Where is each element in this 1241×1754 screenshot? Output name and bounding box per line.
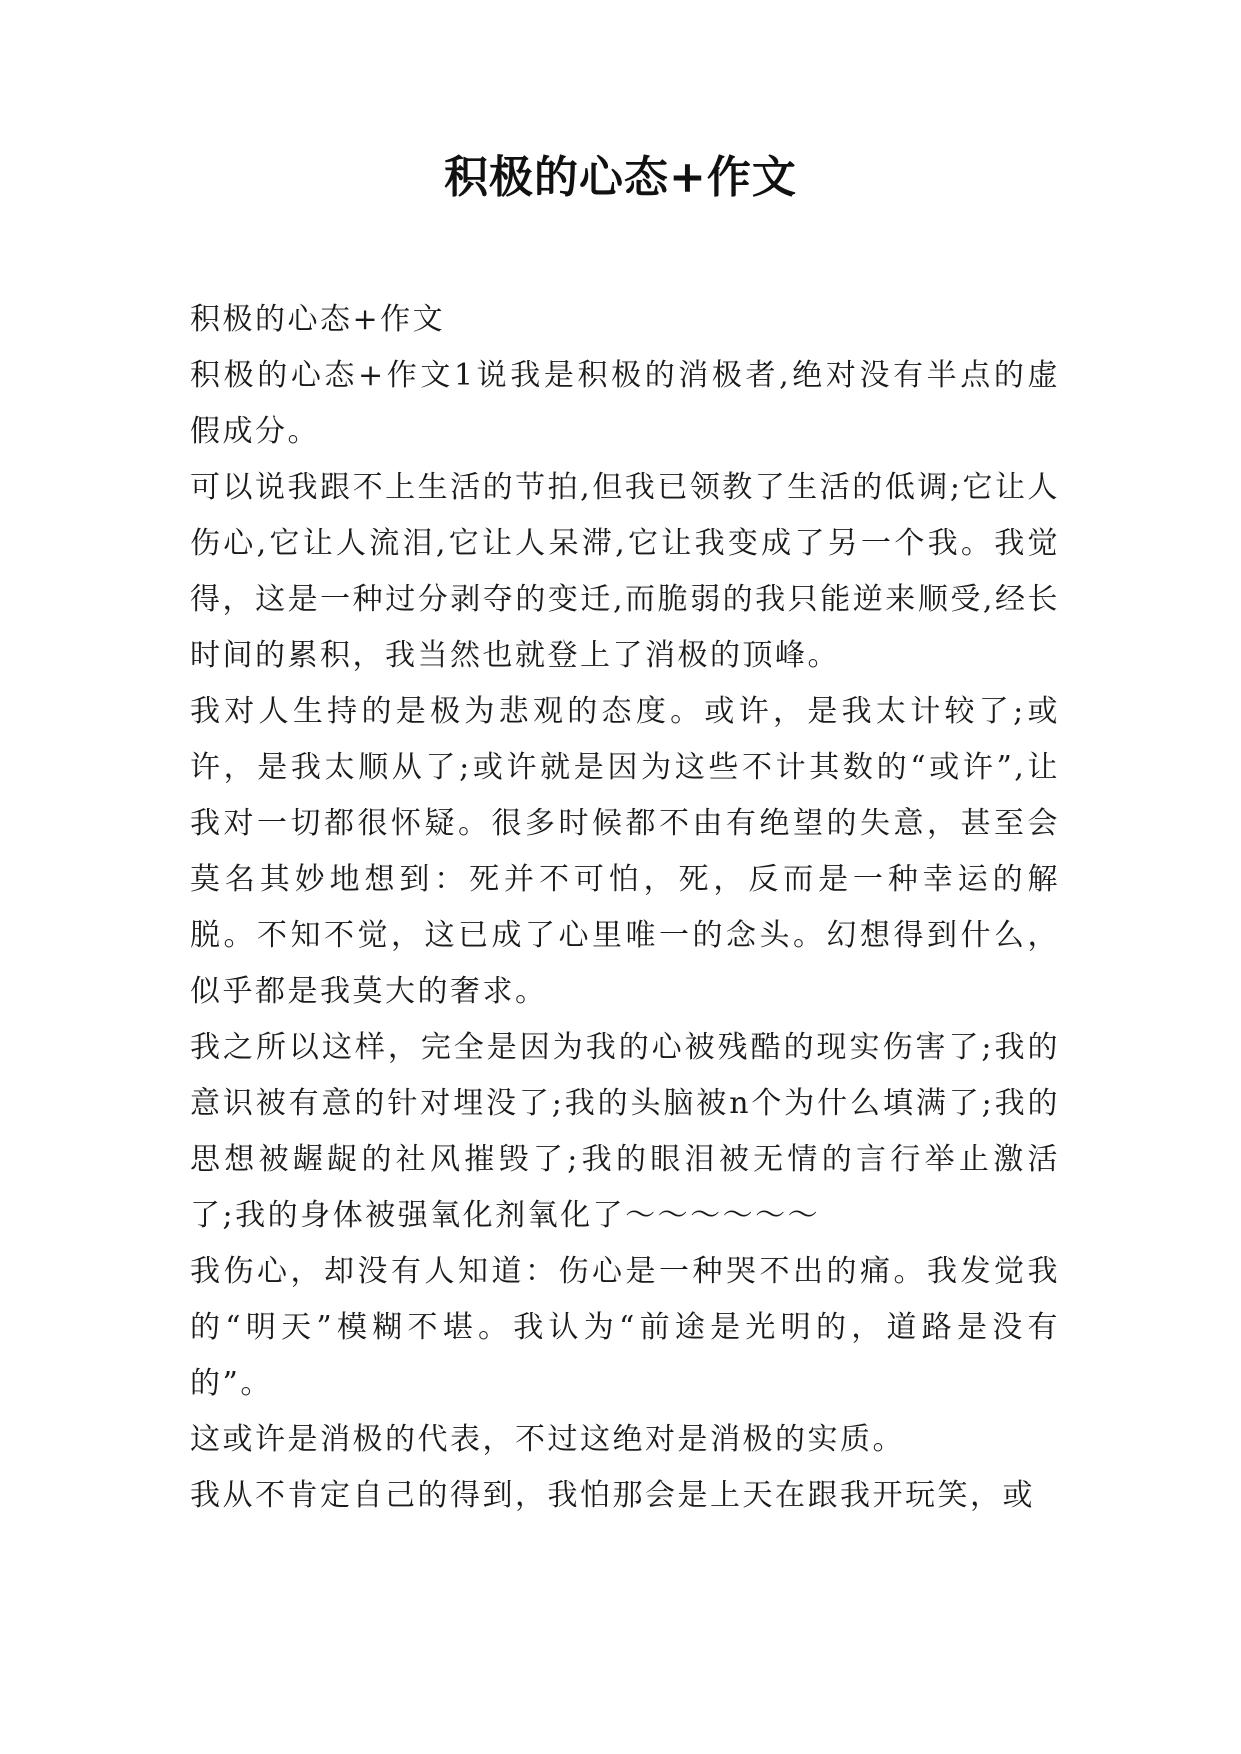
paragraph: 这或许是消极的代表，不过这绝对是消极的实质。 [190,1422,905,1457]
paragraph: 我从不肯定自己的得到，我怕那会是上天在跟我开玩笑，或 [190,1478,1035,1513]
paragraph: 我对人生持的是极为悲观的态度。或许，是我太计较了;或许，是我太顺从了;或许就是因为这些不计其数的“或许”,让我对一切都很怀疑。很多时候都不由有绝望的失意，甚至会莫名其妙地想到：死并不可怕，死，反而是一种幸运的解脱。不知不觉，这已成了心里唯一的念头。幻想得到什么，似乎都是我莫大的奢求。 [190,694,1060,1009]
document-title: 积极的心态+作文 [444,152,797,203]
paragraph: 可以说我跟不上生活的节拍,但我已领教了生活的低调;它让人伤心,它让人流泪,它让人呆滞,它让我变成了另一个我。我觉得，这是一种过分剥夺的变迁,而脆弱的我只能逆来顺受,经长时间的累积，我当然也就登上了消极的顶峰。 [190,470,1060,673]
document-body [190,292,1060,1524]
paragraph: 我之所以这样，完全是因为我的心被残酷的现实伤害了;我的意识被有意的针对埋没了;我的头脑被n个为什么填满了;我的思想被龌龊的社风摧毁了;我的眼泪被无情的言行举止激活了;我的身体被强氧化剂氧化了～～～～～～ [190,1030,1060,1233]
paragraph: 我伤心，却没有人知道：伤心是一种哭不出的痛。我发觉我的“明天”模糊不堪。我认为“前途是光明的，道路是没有的”。 [190,1254,1060,1401]
paragraph: 积极的心态+作文 [190,302,446,337]
paragraph: 积极的心态+作文1说我是积极的消极者,绝对没有半点的虚假成分。 [190,358,1060,449]
